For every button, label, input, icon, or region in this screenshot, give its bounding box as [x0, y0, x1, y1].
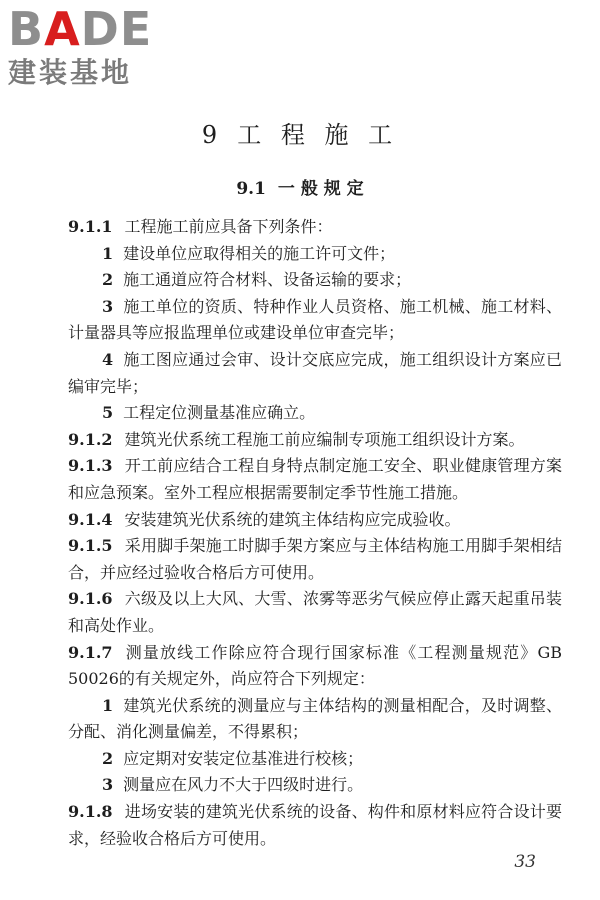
clause-number: 9.1.4 [68, 509, 113, 529]
clause-text: 测量放线工作除应符合现行国家标准《工程测量规范》GB 50026的有关规定外，尚应符合下列规定： [68, 642, 562, 689]
clause-9-1-6 [68, 586, 562, 639]
section-title [0, 176, 600, 202]
clause-text: 进场安装的建筑光伏系统的设备、构件和原材料应符合设计要求，经验收合格后方可使用。 [68, 802, 562, 848]
clause-text: 开工前应结合工程自身特点制定施工安全、职业健康管理方案和应急预案。室外工程应根据需要制定季节性施工措施。 [68, 456, 562, 502]
item-text: 测量应在风力不大于四级时进行。 [123, 775, 364, 795]
item-text: 建筑光伏系统的测量应与主体结构的测量相配合，及时调整、分配、消化测量偏差，不得累积； [68, 695, 562, 742]
item-text: 施工图应通过会审、设计交底应完成，施工组织设计方案应已编审完毕； [68, 349, 562, 396]
clause-number: 9.1.2 [68, 429, 113, 449]
chapter-title-text: 工 程 施 工 [237, 121, 399, 149]
section-title-text: 一 般 规 定 [277, 179, 364, 199]
item-text: 施工单位的资质、特种作业人员资格、施工机械、施工材料、计量器具等应报监理单位或建设单位审查完毕； [68, 296, 562, 343]
clause-item [68, 693, 562, 746]
clause-number: 9.1.8 [68, 802, 113, 822]
logo-subtitle: 建装基地 [8, 56, 133, 89]
section-number: 9.1 [236, 179, 266, 199]
logo-wordmark [8, 4, 178, 54]
clause-item [68, 400, 562, 427]
clause-item [68, 347, 562, 400]
clause-number: 9.1.5 [68, 536, 113, 556]
item-text: 应定期对安装定位基准进行校核； [123, 748, 364, 768]
item-number: 3 [102, 775, 114, 795]
item-number: 2 [102, 270, 114, 290]
item-number: 3 [102, 296, 114, 316]
clause-9-1-8 [68, 799, 562, 852]
clause-9-1-2 [68, 427, 562, 454]
clause-9-1-4 [68, 507, 562, 534]
chapter-number: 9 [201, 121, 224, 149]
clause-9-1-1 [68, 214, 562, 241]
item-number: 1 [102, 695, 114, 715]
clause-9-1-7 [68, 640, 562, 693]
clause-item [68, 746, 562, 773]
clause-text: 采用脚手架施工时脚手架方案应与主体结构施工用脚手架相结合，并应经过验收合格后方可使用。 [68, 536, 562, 582]
clause-number: 9.1.6 [68, 589, 113, 609]
clause-text: 建筑光伏系统工程施工前应编制专项施工组织设计方案。 [124, 429, 525, 449]
clause-item [68, 294, 562, 347]
clause-item [68, 241, 562, 268]
clause-item [68, 772, 562, 799]
clause-number: 9.1.7 [68, 642, 113, 662]
item-text: 施工通道应符合材料、设备运输的要求； [123, 270, 412, 290]
clause-text: 安装建筑光伏系统的建筑主体结构应完成验收。 [124, 509, 461, 529]
clause-9-1-3 [68, 453, 562, 506]
clause-number: 9.1.3 [68, 456, 113, 476]
item-text: 工程定位测量基准应确立。 [123, 403, 316, 423]
logo-letter-a: A [44, 2, 81, 56]
logo-letters-de: DE [80, 2, 153, 56]
clause-9-1-5 [68, 533, 562, 586]
item-number: 4 [102, 349, 114, 369]
item-number: 5 [102, 403, 114, 423]
page-number: 33 [514, 852, 536, 872]
clause-text: 六级及以上大风、大雪、浓雾等恶劣气候应停止露天起重吊装和高处作业。 [68, 589, 562, 635]
clause-number: 9.1.1 [68, 217, 113, 236]
document-body [68, 214, 562, 852]
item-text: 建设单位应取得相关的施工许可文件； [123, 243, 396, 263]
item-number: 2 [102, 748, 114, 768]
logo [8, 4, 178, 90]
logo-letter-b: B [8, 2, 45, 56]
clause-item [68, 267, 562, 294]
chapter-title [0, 118, 600, 152]
clause-text: 工程施工前应具备下列条件： [124, 217, 333, 236]
item-number: 1 [102, 243, 114, 263]
